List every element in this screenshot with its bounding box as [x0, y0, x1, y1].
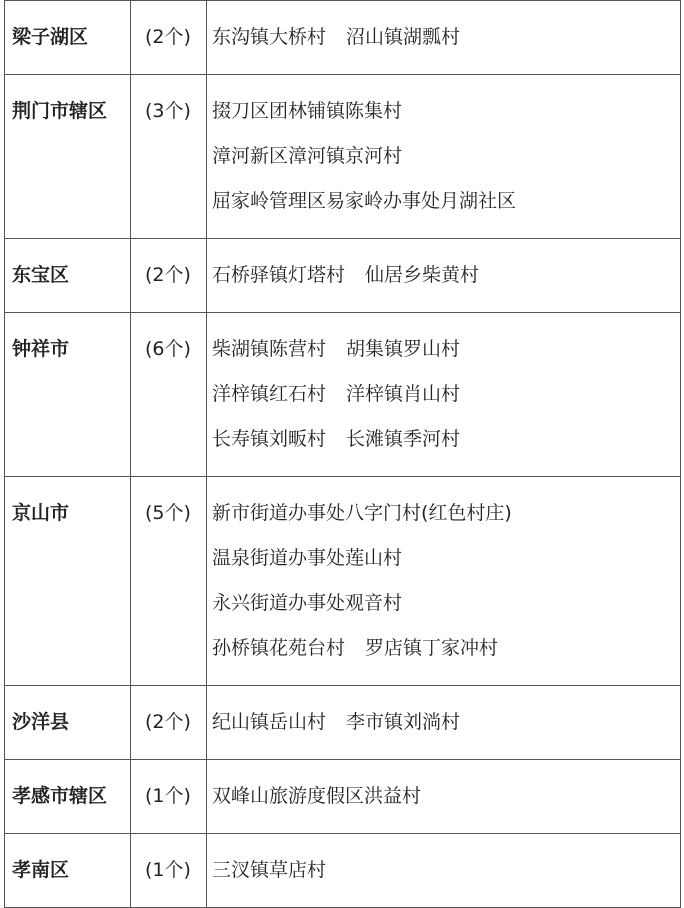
villages-cell	[207, 1, 681, 75]
village-list	[207, 760, 680, 833]
villages-cell	[207, 313, 681, 477]
village-list	[207, 1, 680, 74]
village-line	[212, 372, 680, 417]
village-list	[207, 477, 680, 685]
village-line	[212, 15, 680, 60]
village-count: (2个)	[145, 264, 191, 286]
region-cell	[5, 75, 131, 239]
village-name: 双峰山旅游度假区洪益村	[212, 785, 422, 807]
village-count: (2个)	[145, 26, 191, 48]
count-cell	[131, 760, 207, 834]
table-row	[5, 239, 681, 313]
village-count: (3个)	[145, 100, 191, 122]
region-cell	[5, 834, 131, 908]
region-cell	[5, 686, 131, 760]
village-line	[212, 134, 680, 179]
count-cell	[131, 239, 207, 313]
village-name: 洋梓镇红石村	[212, 383, 327, 405]
table-row	[5, 477, 681, 686]
village-line	[212, 491, 680, 536]
villages-cell	[207, 75, 681, 239]
region-name: 荆门市辖区	[12, 100, 108, 122]
village-count: (1个)	[145, 785, 191, 807]
table-row	[5, 75, 681, 239]
village-line	[212, 848, 680, 893]
region-cell	[5, 477, 131, 686]
village-count: (6个)	[145, 338, 191, 360]
village-name: 长滩镇季河村	[346, 428, 461, 450]
village-name: 漳河新区漳河镇京河村	[212, 145, 403, 167]
village-list	[207, 313, 680, 476]
village-count: (2个)	[145, 711, 191, 733]
count-cell	[131, 834, 207, 908]
village-name: 纪山镇岳山村	[212, 711, 327, 733]
region-name: 京山市	[12, 502, 70, 524]
village-name: 温泉街道办事处莲山村	[212, 547, 403, 569]
region-cell	[5, 239, 131, 313]
villages-cell	[207, 686, 681, 760]
region-cell	[5, 760, 131, 834]
village-name: 孙桥镇花苑台村	[212, 637, 346, 659]
count-cell	[131, 477, 207, 686]
village-line	[212, 89, 680, 134]
village-line	[212, 417, 680, 462]
village-line	[212, 626, 680, 671]
village-list	[207, 239, 680, 312]
village-name: 新市街道办事处八字门村(红色村庄)	[212, 502, 512, 524]
village-name: 沼山镇湖瓢村	[346, 26, 461, 48]
village-line	[212, 581, 680, 626]
village-name: 永兴街道办事处观音村	[212, 592, 403, 614]
table-row	[5, 1, 681, 75]
village-name: 石桥驿镇灯塔村	[212, 264, 346, 286]
village-list	[207, 75, 680, 238]
village-name: 东沟镇大桥村	[212, 26, 327, 48]
village-name: 胡集镇罗山村	[346, 338, 461, 360]
table-row	[5, 834, 681, 908]
region-name: 孝感市辖区	[12, 785, 108, 807]
villages-cell	[207, 834, 681, 908]
region-name: 孝南区	[12, 859, 70, 881]
villages-cell	[207, 760, 681, 834]
village-name: 三汊镇草店村	[212, 859, 327, 881]
village-line	[212, 327, 680, 372]
village-name: 洋梓镇肖山村	[346, 383, 461, 405]
region-name: 梁子湖区	[12, 26, 89, 48]
village-list	[207, 834, 680, 907]
region-cell	[5, 1, 131, 75]
village-name: 掇刀区团林铺镇陈集村	[212, 100, 403, 122]
village-name: 长寿镇刘畈村	[212, 428, 327, 450]
count-cell	[131, 1, 207, 75]
village-line	[212, 179, 680, 224]
region-name: 东宝区	[12, 264, 70, 286]
village-name: 柴湖镇陈营村	[212, 338, 327, 360]
count-cell	[131, 686, 207, 760]
village-name: 李市镇刘淌村	[346, 711, 461, 733]
region-name: 钟祥市	[12, 338, 70, 360]
village-line	[212, 774, 680, 819]
village-line	[212, 700, 680, 745]
village-name: 仙居乡柴黄村	[365, 264, 480, 286]
count-cell	[131, 75, 207, 239]
table-body	[5, 1, 681, 908]
village-line	[212, 253, 680, 298]
table-row	[5, 760, 681, 834]
village-line	[212, 536, 680, 581]
village-count: (5个)	[145, 502, 191, 524]
village-name: 屈家岭管理区易家岭办事处月湖社区	[212, 190, 517, 212]
table-row	[5, 313, 681, 477]
table-row	[5, 686, 681, 760]
village-table	[4, 0, 681, 908]
village-count: (1个)	[145, 859, 191, 881]
region-cell	[5, 313, 131, 477]
village-list	[207, 686, 680, 759]
villages-cell	[207, 477, 681, 686]
region-name: 沙洋县	[12, 711, 70, 733]
village-name: 罗店镇丁家冲村	[365, 637, 499, 659]
villages-cell	[207, 239, 681, 313]
count-cell	[131, 313, 207, 477]
